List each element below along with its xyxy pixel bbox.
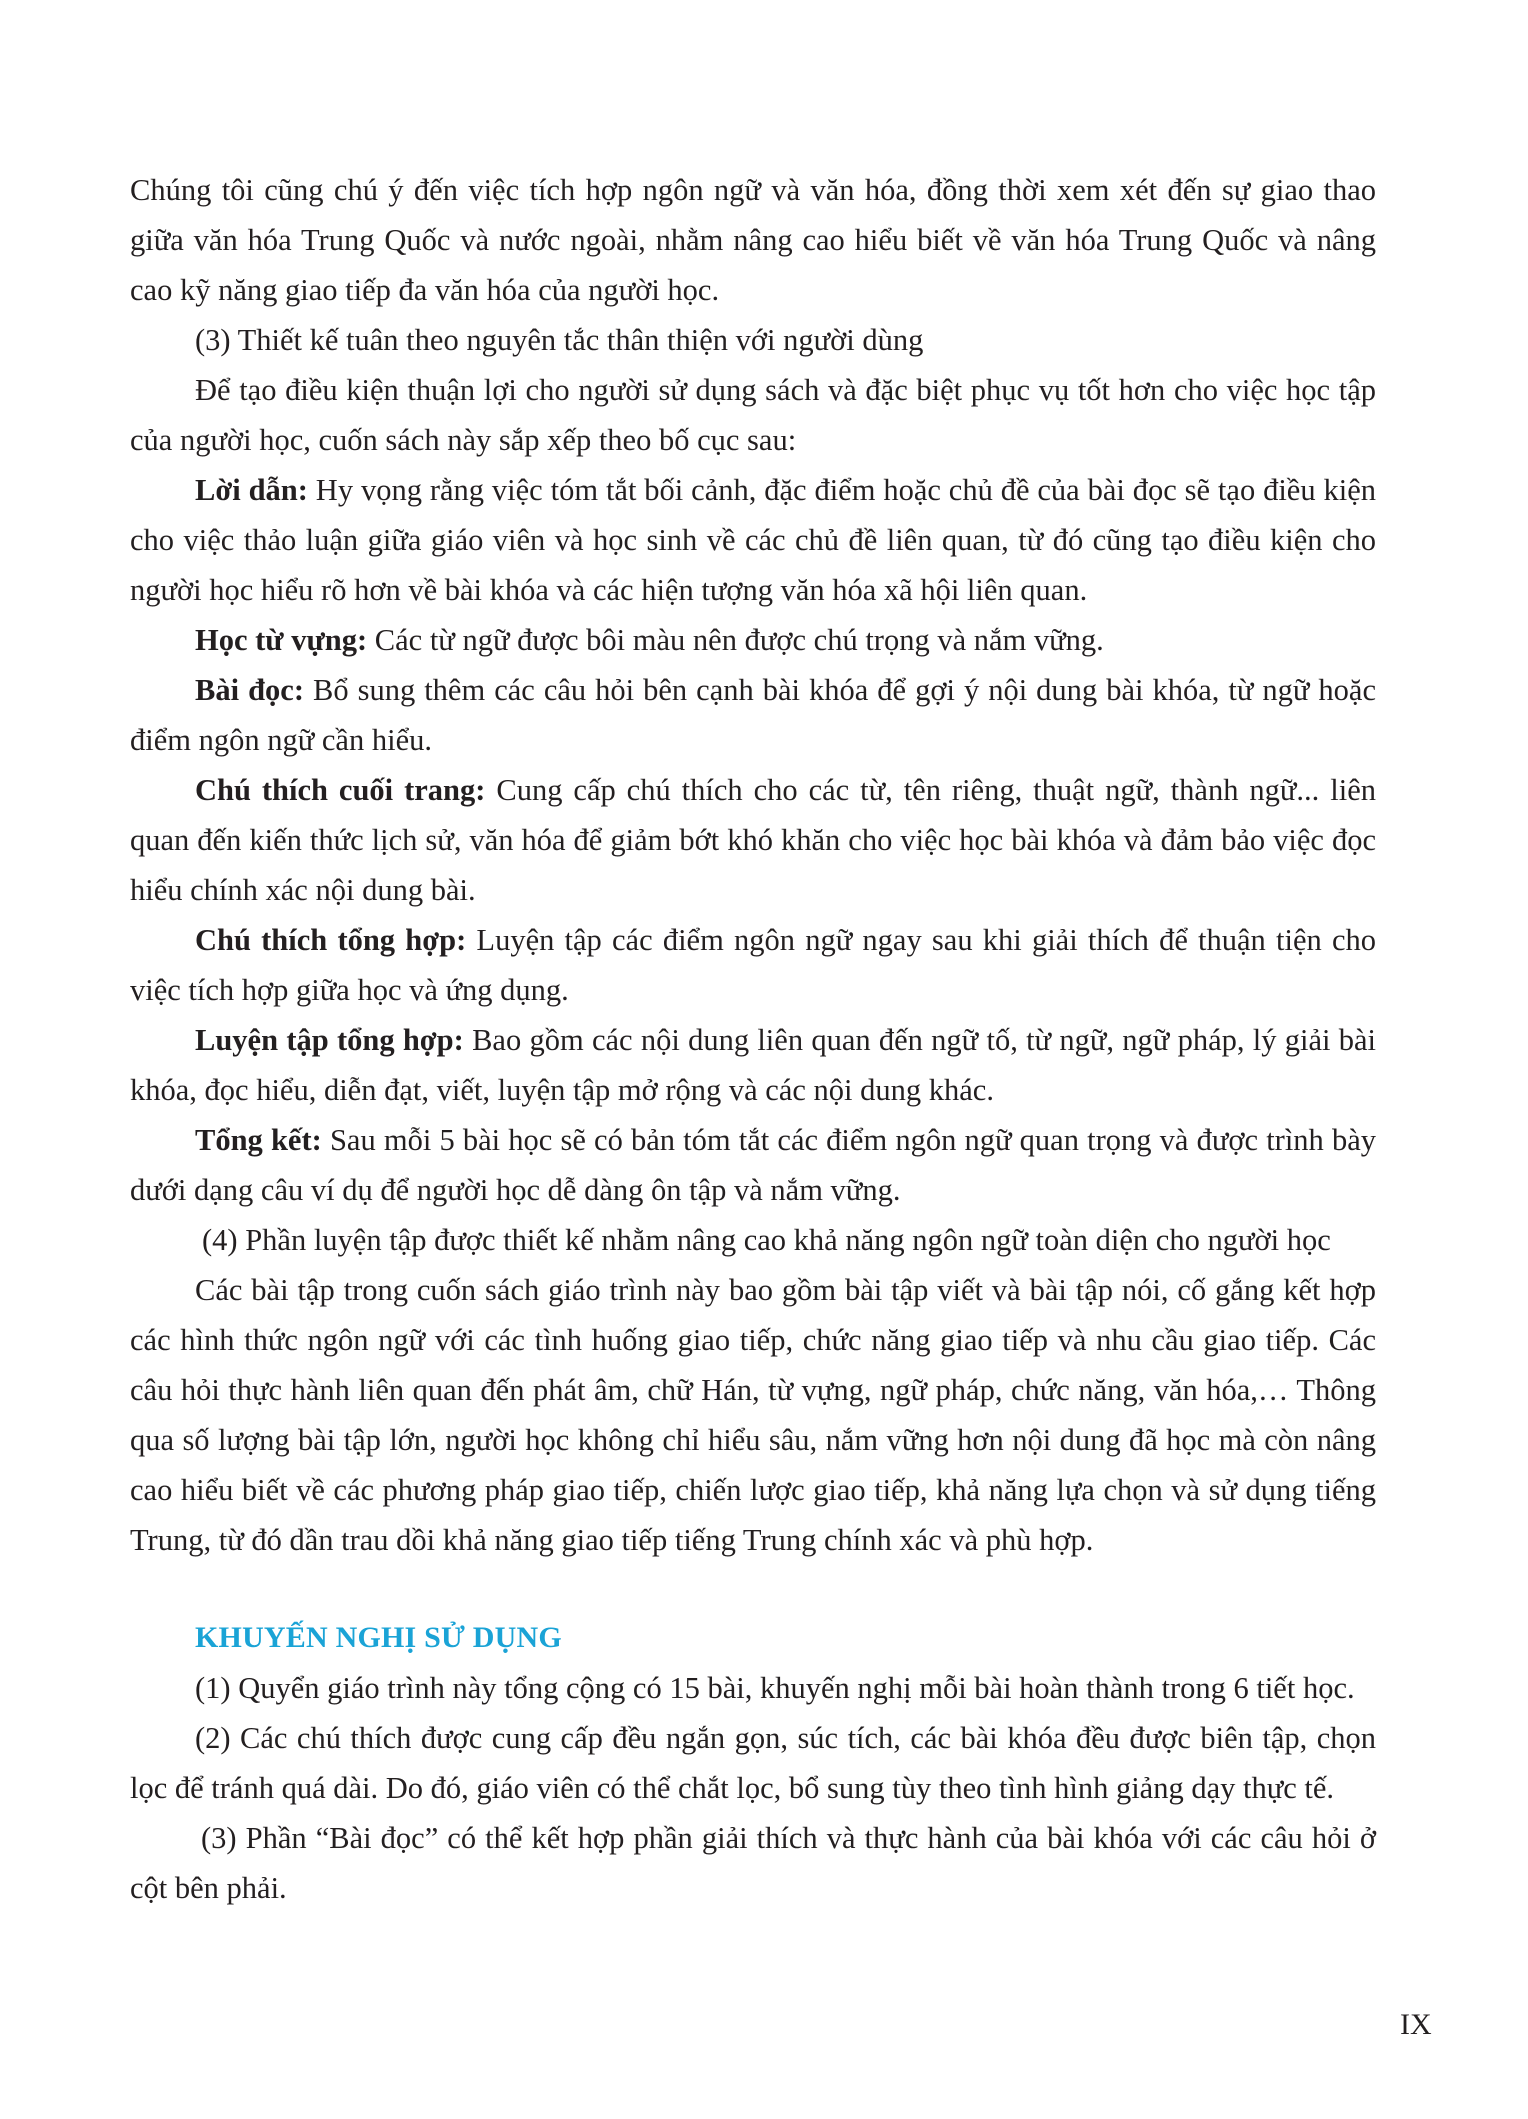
hoc-tu-vung-term: Học từ vựng: — [195, 623, 368, 657]
luyen-tap-tong-hop-term: Luyện tập tổng hợp: — [195, 1023, 464, 1057]
tong-ket-term: Tổng kết: — [195, 1123, 322, 1157]
recommendation-1: (1) Quyển giáo trình này tổng cộng có 15 bài, khuyến nghị mỗi bài hoàn thành trong 6 tiết học. — [195, 1671, 1355, 1705]
hoc-tu-vung-text: Các từ ngữ được bôi màu nên được chú trọng và nắm vững. — [367, 623, 1104, 657]
hoc-tu-vung-paragraph — [130, 615, 1376, 665]
recommendation-3: (3) Phần “Bài đọc” có thể kết hợp phần giải thích và thực hành của bài khóa với các câu hỏi ở cột bên phải. — [130, 1821, 1376, 1905]
bai-doc-paragraph — [130, 665, 1376, 765]
exercises-paragraph: Các bài tập trong cuốn sách giáo trình này bao gồm bài tập viết và bài tập nói, cố gắng kết hợp các hình thức ngôn ngữ với các tình huống giao tiếp, chức năng giao tiếp và nhu cầu giao tiếp. Các câu hỏi thực hành liên quan đến phát âm, chữ Hán, từ vựng, ngữ pháp, chức năng, văn hóa,… Thông qua số lượng bài tập lớn, người học không chỉ hiểu sâu, nắm vững hơn nội dung đã học mà còn nâng cao hiểu biết về các phương pháp giao tiếp, chiến lược giao tiếp, khả năng lựa chọn và sử dụng tiếng Trung, từ đó dần trau dồi khả năng giao tiếp tiếng Trung chính xác và phù hợp. — [130, 1273, 1376, 1557]
page-number: IX — [1400, 2008, 1432, 2041]
chu-thich-tong-hop-text: Luyện tập các điểm ngôn ngữ ngay sau khi giải thích để thuận tiện cho việc tích hợp giữa học và ứng dụng. — [130, 923, 1376, 1007]
chu-thich-cuoi-trang-term: Chú thích cuối trang: — [195, 773, 486, 807]
bai-doc-term: Bài đọc: — [195, 673, 304, 707]
loi-dan-term: Lời dẫn: — [195, 473, 308, 507]
loi-dan-paragraph — [130, 465, 1376, 615]
recommendations-heading: KHUYẾN NGHỊ SỬ DỤNG — [195, 1621, 562, 1654]
principle-3-title: (3) Thiết kế tuân theo nguyên tắc thân thiện với người dùng — [195, 323, 924, 357]
document-body — [130, 165, 1376, 1913]
luyen-tap-tong-hop-text: Bao gồm các nội dung liên quan đến ngữ tố, từ ngữ, ngữ pháp, lý giải bài khóa, đọc hiểu, diễn đạt, viết, luyện tập mở rộng và các nội dung khác. — [130, 1023, 1376, 1107]
tong-ket-paragraph — [130, 1115, 1376, 1215]
intro-paragraph: Chúng tôi cũng chú ý đến việc tích hợp ngôn ngữ và văn hóa, đồng thời xem xét đến sự giao thao giữa văn hóa Trung Quốc và nước ngoài, nhằm nâng cao hiểu biết về văn hóa Trung Quốc và nâng cao kỹ năng giao tiếp đa văn hóa của người học. — [130, 173, 1376, 307]
chu-thich-cuoi-trang-paragraph — [130, 765, 1376, 915]
layout-intro-paragraph: Để tạo điều kiện thuận lợi cho người sử dụng sách và đặc biệt phục vụ tốt hơn cho việc học tập của người học, cuốn sách này sắp xếp theo bố cục sau: — [130, 373, 1376, 457]
luyen-tap-tong-hop-paragraph — [130, 1015, 1376, 1115]
chu-thich-tong-hop-term: Chú thích tổng hợp: — [195, 923, 467, 957]
loi-dan-text: Hy vọng rằng việc tóm tắt bối cảnh, đặc điểm hoặc chủ đề của bài đọc sẽ tạo điều kiện cho việc thảo luận giữa giáo viên và học sinh về các chủ đề liên quan, từ đó cũng tạo điều kiện cho người học hiểu rõ hơn về bài khóa và các hiện tượng văn hóa xã hội liên quan. — [130, 473, 1376, 607]
tong-ket-text: Sau mỗi 5 bài học sẽ có bản tóm tắt các điểm ngôn ngữ quan trọng và được trình bày dưới dạng câu ví dụ để người học dễ dàng ôn tập và nắm vững. — [130, 1123, 1376, 1207]
bai-doc-text: Bổ sung thêm các câu hỏi bên cạnh bài khóa để gợi ý nội dung bài khóa, từ ngữ hoặc điểm ngôn ngữ cần hiểu. — [130, 673, 1376, 757]
chu-thich-tong-hop-paragraph — [130, 915, 1376, 1015]
principle-4-title: (4) Phần luyện tập được thiết kế nhằm nâng cao khả năng ngôn ngữ toàn diện cho người học — [202, 1223, 1331, 1257]
recommendation-2: (2) Các chú thích được cung cấp đều ngắn gọn, súc tích, các bài khóa đều được biên tập, chọn lọc để tránh quá dài. Do đó, giáo viên có thể chắt lọc, bổ sung tùy theo tình hình giảng dạy thực tế. — [130, 1721, 1376, 1805]
chu-thich-cuoi-trang-text: Cung cấp chú thích cho các từ, tên riêng, thuật ngữ, thành ngữ... liên quan đến kiến thức lịch sử, văn hóa để giảm bớt khó khăn cho việc học bài khóa và đảm bảo việc đọc hiểu chính xác nội dung bài. — [130, 773, 1376, 907]
